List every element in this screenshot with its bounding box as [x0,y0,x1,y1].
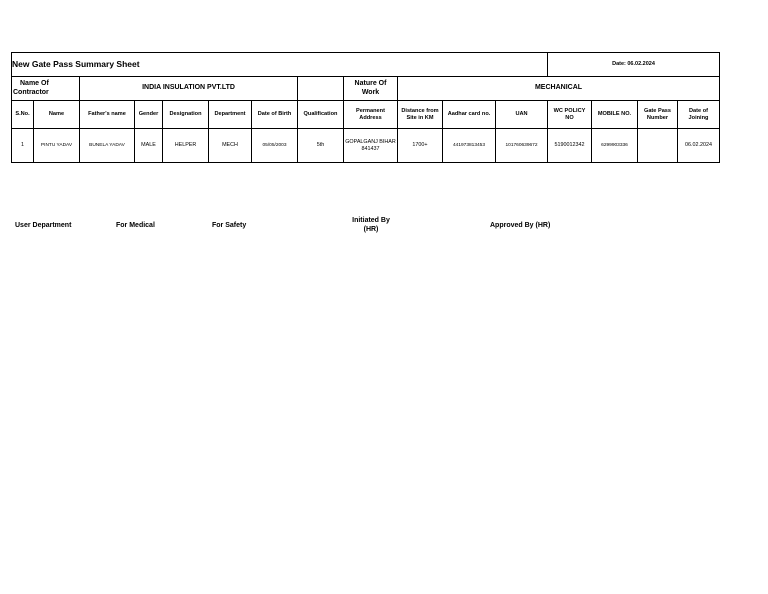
blank-cell [298,77,344,101]
cell-father-name: BUNELA YADAV [80,129,135,163]
cell-qualification: 5th [298,129,344,163]
sheet-title: New Gate Pass Summary Sheet [12,53,548,77]
col-header-designation: Designation [163,101,209,129]
col-header-gender: Gender [135,101,163,129]
gate-pass-summary-table [11,52,720,163]
cell-aadhar: 441973813453 [443,129,496,163]
cell-gate-pass [638,129,678,163]
cell-sno: 1 [12,129,34,163]
cell-designation: HELPER [163,129,209,163]
cell-address: GOPALGANJ BIHAR 841437 [344,129,398,163]
signature-safety: For Safety [212,222,247,229]
contractor-name: INDIA INSULATION PVT.LTD [80,77,298,101]
contractor-label-line2: Contractor [13,88,49,96]
nature-of-work-value: MECHANICAL [398,77,720,101]
signature-initiated-by: Initiated By (HR) [352,217,390,234]
signature-medical: For Medical [116,222,155,229]
cell-name: PINTU YADAV [34,129,80,163]
col-header-doj: Date of Joining [678,101,720,129]
contractor-label [12,77,80,101]
col-header-gate-pass: Gate Pass Number [638,101,678,129]
col-header-wc-policy: WC POLICY NO [548,101,592,129]
signature-approved-by: Approved By (HR) [490,222,551,229]
table-row [12,129,720,163]
col-header-father-name: Father's name [80,101,135,129]
cell-mobile: 6299903336 [592,129,638,163]
col-header-aadhar: Aadhar card no. [443,101,496,129]
signature-user-department: User Department [15,222,72,229]
cell-dob: 05/05/2003 [252,129,298,163]
sheet-date: Date: 06.02.2024 [548,53,720,77]
col-header-address: Permanent Address [344,101,398,129]
cell-uan: 101760639672 [496,129,548,163]
cell-wc-policy: 5190012342 [548,129,592,163]
col-header-mobile: MOBILE NO. [592,101,638,129]
cell-doj: 06.02.2024 [678,129,720,163]
col-header-uan: UAN [496,101,548,129]
col-header-name: Name [34,101,80,129]
col-header-department: Department [209,101,252,129]
cell-department: MECH [209,129,252,163]
col-header-qualification: Qualification [298,101,344,129]
contractor-label-line1: Name Of [20,80,49,88]
cell-distance: 1700+ [398,129,443,163]
nature-of-work-label: Nature Of Work [344,77,398,101]
cell-gender: MALE [135,129,163,163]
col-header-dob: Date of Birth [252,101,298,129]
col-header-sno: S.No. [12,101,34,129]
col-header-distance: Distance from Site in KM [398,101,443,129]
